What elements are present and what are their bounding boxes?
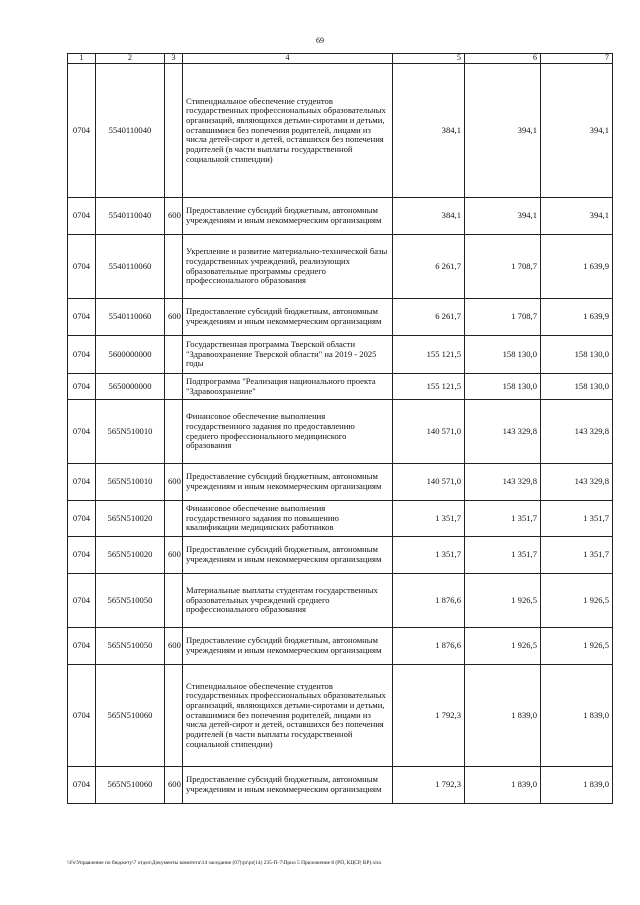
column-header: 1 <box>68 54 96 64</box>
amount-2019-cell: 384,1 <box>393 198 465 235</box>
amount-2020-cell: 158 130,0 <box>465 336 541 374</box>
amount-2020-cell: 158 130,0 <box>465 374 541 400</box>
target-article-cell: 5650000000 <box>96 374 165 400</box>
column-header: 4 <box>183 54 393 64</box>
column-header: 3 <box>165 54 183 64</box>
amount-2020-cell: 1 926,5 <box>465 628 541 665</box>
expense-type-cell <box>165 400 183 464</box>
column-header: 7 <box>541 54 613 64</box>
target-article-cell: 565N510020 <box>96 501 165 537</box>
section-code-cell: 0704 <box>68 628 96 665</box>
line-name-cell: Предоставление субсидий бюджетным, автономным учреждениям и иным некоммерческим организациям <box>183 464 393 501</box>
target-article-cell: 565N510050 <box>96 628 165 665</box>
table-row <box>68 628 613 665</box>
amount-2019-cell: 6 261,7 <box>393 299 465 336</box>
target-article-cell: 565N510050 <box>96 574 165 628</box>
amount-2021-cell: 1 926,5 <box>541 628 613 665</box>
section-code-cell: 0704 <box>68 537 96 574</box>
line-name-cell: Укрепление и развитие материально-технической базы государственных учреждений, реализующих образовательные программы среднего профессионального образования <box>183 235 393 299</box>
amount-2019-cell: 1 792,3 <box>393 767 465 804</box>
amount-2019-cell: 140 571,0 <box>393 464 465 501</box>
expense-type-cell: 600 <box>165 464 183 501</box>
table-row <box>68 400 613 464</box>
amount-2020-cell: 394,1 <box>465 64 541 198</box>
amount-2021-cell: 1 926,5 <box>541 574 613 628</box>
expense-type-cell: 600 <box>165 299 183 336</box>
table-row <box>68 64 613 198</box>
table-row <box>68 464 613 501</box>
target-article-cell: 5540110040 <box>96 198 165 235</box>
target-article-cell: 565N510060 <box>96 665 165 767</box>
expense-type-cell: 600 <box>165 537 183 574</box>
line-name-cell: Предоставление субсидий бюджетным, автономным учреждениям и иным некоммерческим организациям <box>183 537 393 574</box>
section-code-cell: 0704 <box>68 464 96 501</box>
expense-type-cell <box>165 374 183 400</box>
expense-type-cell <box>165 336 183 374</box>
table-row <box>68 198 613 235</box>
expense-type-cell: 600 <box>165 198 183 235</box>
amount-2020-cell: 1 708,7 <box>465 235 541 299</box>
amount-2021-cell: 143 329,8 <box>541 400 613 464</box>
amount-2019-cell: 1 792,3 <box>393 665 465 767</box>
amount-2021-cell: 394,1 <box>541 64 613 198</box>
target-article-cell: 565N510020 <box>96 537 165 574</box>
amount-2021-cell: 143 329,8 <box>541 464 613 501</box>
target-article-cell: 565N510010 <box>96 400 165 464</box>
target-article-cell: 565N510060 <box>96 767 165 804</box>
amount-2020-cell: 1 708,7 <box>465 299 541 336</box>
amount-2020-cell: 143 329,8 <box>465 464 541 501</box>
table-row <box>68 767 613 804</box>
line-name-cell: Подпрограмма "Реализация национального проекта "Здравоохранение" <box>183 374 393 400</box>
expense-type-cell <box>165 501 183 537</box>
table-row <box>68 665 613 767</box>
target-article-cell: 5600000000 <box>96 336 165 374</box>
amount-2021-cell: 1 639,9 <box>541 299 613 336</box>
expense-type-cell: 600 <box>165 767 183 804</box>
line-name-cell: Стипендиальное обеспечение студентов государственных профессиональных образовательных организаций, являющихся детьми-сиротами и детьми, оставшимися без попечения родителей, лицами из числа детей-сирот и детей, оставшихся без попечения родителей (в части выплаты государственной социальной стипендии) <box>183 665 393 767</box>
table-row <box>68 374 613 400</box>
section-code-cell: 0704 <box>68 400 96 464</box>
amount-2020-cell: 1 839,0 <box>465 767 541 804</box>
line-name-cell: Финансовое обеспечение выполнения государственного задания по повышению квалификации медицинских работников <box>183 501 393 537</box>
section-code-cell: 0704 <box>68 235 96 299</box>
line-name-cell: Предоставление субсидий бюджетным, автономным учреждениям и иным некоммерческим организациям <box>183 628 393 665</box>
amount-2021-cell: 1 351,7 <box>541 537 613 574</box>
table-row <box>68 537 613 574</box>
amount-2020-cell: 1 351,7 <box>465 537 541 574</box>
column-header: 2 <box>96 54 165 64</box>
line-name-cell: Предоставление субсидий бюджетным, автономным учреждениям и иным некоммерческим организациям <box>183 767 393 804</box>
target-article-cell: 5540110060 <box>96 235 165 299</box>
expense-type-cell <box>165 574 183 628</box>
line-name-cell: Предоставление субсидий бюджетным, автономным учреждениям и иным некоммерческим организациям <box>183 198 393 235</box>
amount-2021-cell: 1 839,0 <box>541 665 613 767</box>
section-code-cell: 0704 <box>68 574 96 628</box>
amount-2020-cell: 1 926,5 <box>465 574 541 628</box>
line-name-cell: Государственная программа Тверской области "Здравоохранение Тверской области" на 2019 - 2025 годы <box>183 336 393 374</box>
amount-2019-cell: 140 571,0 <box>393 400 465 464</box>
amount-2020-cell: 143 329,8 <box>465 400 541 464</box>
amount-2020-cell: 394,1 <box>465 198 541 235</box>
amount-2021-cell: 158 130,0 <box>541 336 613 374</box>
table-row <box>68 299 613 336</box>
column-number-row <box>68 54 613 64</box>
page-number: 69 <box>316 36 324 45</box>
line-name-cell: Стипендиальное обеспечение студентов государственных профессиональных образовательных организаций, являющихся детьми-сиротами и детьми, оставшимися без попечения родителей, лицами из числа детей-сирот и детей, оставшихся без попечения родителей (в части выплаты государственной социальной стипендии) <box>183 64 393 198</box>
amount-2019-cell: 384,1 <box>393 64 465 198</box>
section-code-cell: 0704 <box>68 198 96 235</box>
section-code-cell: 0704 <box>68 299 96 336</box>
target-article-cell: 5540110040 <box>96 64 165 198</box>
file-path-footer: \\Fs\Управление по бюджету\7 отдел\Документы комитета\14 заседание (07)\pr\pr(14) 235-П-7\Прил 5 Приложение 8 (РП, КЦСР, ВР).xlsx <box>67 860 382 866</box>
amount-2019-cell: 1 351,7 <box>393 501 465 537</box>
amount-2019-cell: 155 121,5 <box>393 336 465 374</box>
expense-type-cell: 600 <box>165 628 183 665</box>
table-row <box>68 574 613 628</box>
line-name-cell: Материальные выплаты студентам государственных образовательных учреждений среднего профессионального образования <box>183 574 393 628</box>
amount-2021-cell: 1 351,7 <box>541 501 613 537</box>
amount-2021-cell: 158 130,0 <box>541 374 613 400</box>
expense-type-cell <box>165 235 183 299</box>
budget-table <box>67 53 613 804</box>
table-row <box>68 235 613 299</box>
amount-2019-cell: 6 261,7 <box>393 235 465 299</box>
amount-2019-cell: 155 121,5 <box>393 374 465 400</box>
target-article-cell: 565N510010 <box>96 464 165 501</box>
line-name-cell: Финансовое обеспечение выполнения государственного задания по предоставлению среднего профессионального медицинского образования <box>183 400 393 464</box>
table-row <box>68 501 613 537</box>
section-code-cell: 0704 <box>68 501 96 537</box>
target-article-cell: 5540110060 <box>96 299 165 336</box>
amount-2020-cell: 1 839,0 <box>465 665 541 767</box>
amount-2019-cell: 1 876,6 <box>393 574 465 628</box>
expense-type-cell <box>165 665 183 767</box>
amount-2021-cell: 1 839,0 <box>541 767 613 804</box>
section-code-cell: 0704 <box>68 336 96 374</box>
section-code-cell: 0704 <box>68 64 96 198</box>
section-code-cell: 0704 <box>68 767 96 804</box>
column-header: 5 <box>393 54 465 64</box>
amount-2021-cell: 394,1 <box>541 198 613 235</box>
amount-2019-cell: 1 351,7 <box>393 537 465 574</box>
line-name-cell: Предоставление субсидий бюджетным, автономным учреждениям и иным некоммерческим организациям <box>183 299 393 336</box>
amount-2021-cell: 1 639,9 <box>541 235 613 299</box>
amount-2020-cell: 1 351,7 <box>465 501 541 537</box>
section-code-cell: 0704 <box>68 374 96 400</box>
column-header: 6 <box>465 54 541 64</box>
section-code-cell: 0704 <box>68 665 96 767</box>
amount-2019-cell: 1 876,6 <box>393 628 465 665</box>
expense-type-cell <box>165 64 183 198</box>
table-row <box>68 336 613 374</box>
